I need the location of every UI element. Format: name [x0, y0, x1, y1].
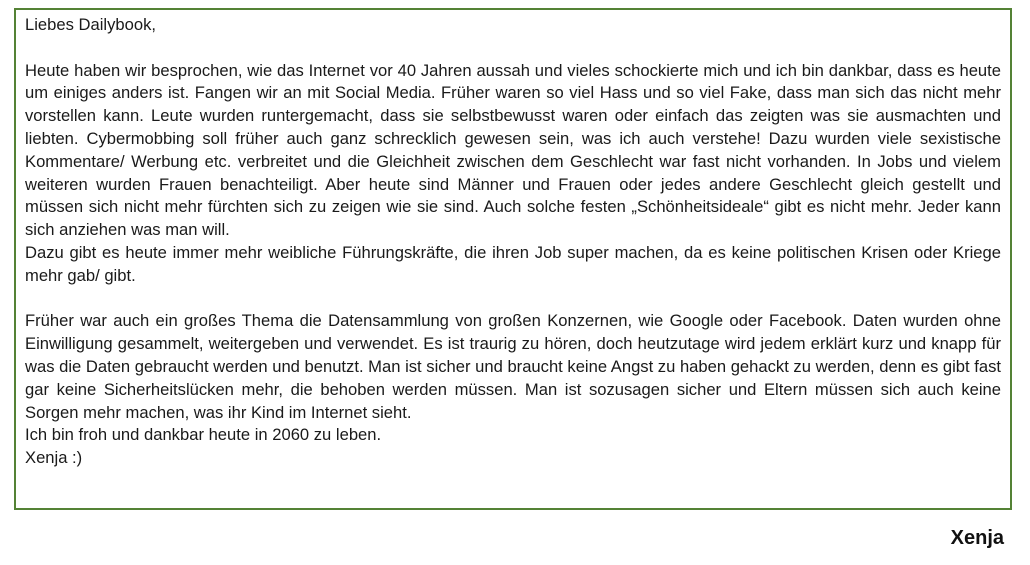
- letter-sign-off: Xenja :): [25, 448, 83, 468]
- letter-closing: Ich bin froh und dankbar heute in 2060 zu leben.: [25, 425, 382, 445]
- letter-greeting: Liebes Dailybook,: [25, 15, 156, 34]
- letter-box: [14, 8, 1012, 510]
- spacer: [25, 288, 1001, 311]
- spacer: [25, 37, 1001, 60]
- author-signature: Xenja: [950, 527, 1004, 549]
- letter-paragraph-2: Dazu gibt es heute immer mehr weibliche Führungskräfte, die ihren Job super machen, da es keine politischen Krisen oder Kriege mehr gab/ gibt.: [25, 242, 1001, 285]
- letter-paragraph-3: Früher war auch ein großes Thema die Datensammlung von großen Konzernen, wie Google oder Facebook. Daten wurden ohne Einwilligung gesammelt, weitergeben und verwendet. Es ist traurig zu hören, doch heutzutage wird jedem erklärt kurz und knapp für was die Daten gebraucht werden und benutzt. Man ist sicher und braucht keine Angst zu haben gehackt zu werden, denn es gibt fast gar keine Sicherheitslücken mehr, die behoben werden müssen. Man ist sozusagen sicher und Eltern müssen sich auch keine Sorgen mehr machen, was ihr Kind im Internet sieht.: [25, 311, 1001, 422]
- letter-paragraph-1: Heute haben wir besprochen, wie das Internet vor 40 Jahren aussah und vieles schockierte mich und ich bin dankbar, dass es heute um einiges anders ist. Fangen wir an mit Social Media. Früher waren so viel Hass und so viel Fake, dass man sich das nicht mehr vorstellen kann. Leute wurden runtergemacht, dass sie selbstbewusst waren oder einfach das zeigten was sie ausmachten und liebten. Cybermobbing soll früher auch ganz schrecklich gewesen sein, was ich auch verstehe! Dazu wurden viele sexistische Kommentare/ Werbung etc. verbreitet und die Gleichheit zwischen dem Geschlecht war fast nicht vorhanden. In Jobs und vielem weiteren wurden Frauen benachteiligt. Aber heute sind Männer und Frauen oder jedes andere Geschlecht gleich gestellt und müssen sich nicht mehr fürchten sich zu zeigen wie sie sind. Auch solche festen „Schönheitsideale“ gibt es nicht mehr. Jeder kann sich anziehen was man will.: [25, 60, 1001, 240]
